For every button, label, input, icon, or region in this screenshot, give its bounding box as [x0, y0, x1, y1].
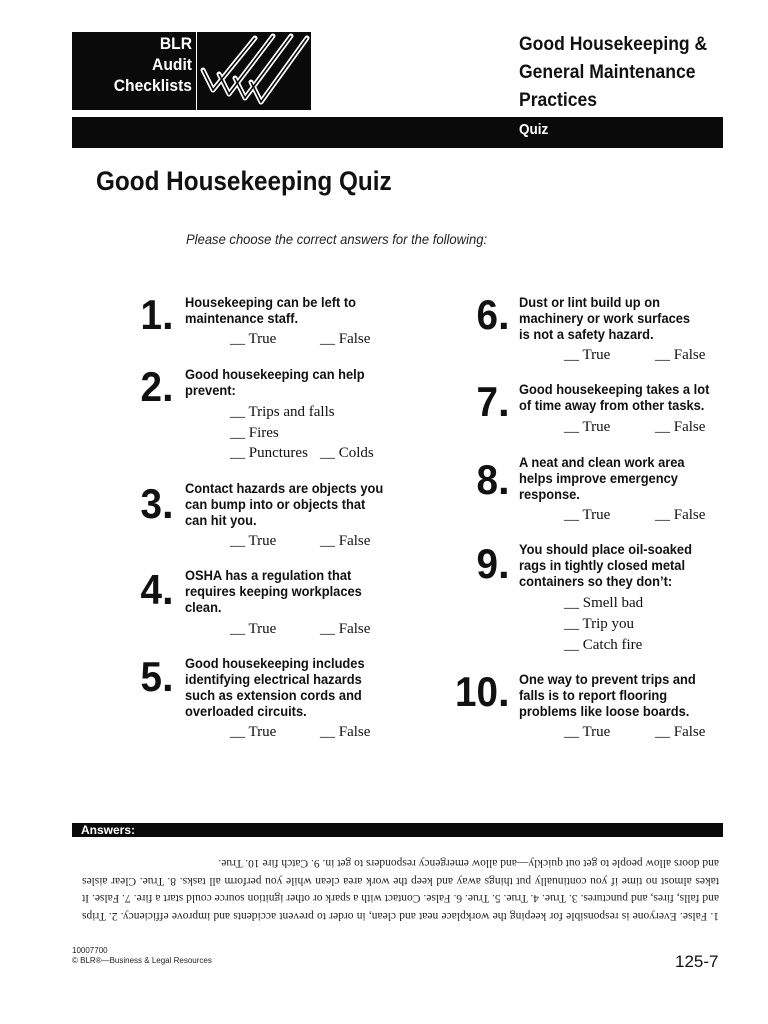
question-number-dot: .: [498, 540, 510, 587]
answer-option[interactable]: __ False: [320, 724, 371, 740]
question-text: You should place oil-soaked rags in tightly closed metal containers so they don’t:: [519, 541, 692, 589]
question-text: OSHA has a regulation that requires keeping workplaces clean.: [185, 567, 362, 615]
question-text: A neat and clean work area helps improve emergency response.: [519, 454, 685, 502]
answer-option[interactable]: __ Catch fire: [564, 637, 643, 653]
question-number-dot: .: [498, 668, 510, 715]
title-line: General Maintenance: [519, 61, 696, 83]
question-text: Good housekeeping can help prevent:: [185, 366, 365, 398]
question-number: 5: [140, 653, 162, 700]
title-line: Practices: [519, 89, 598, 111]
logo-line: BLR: [159, 34, 192, 53]
brand-logo-text: [93, 33, 192, 96]
page-number: 125-7: [675, 952, 719, 971]
question-number: 2: [140, 363, 162, 410]
question-number-dot: .: [162, 363, 174, 410]
title-line: Good Housekeeping &: [519, 33, 708, 55]
question-number-dot: .: [162, 653, 174, 700]
question-number: 3: [140, 480, 162, 527]
answer-option[interactable]: __ Fires: [230, 425, 279, 441]
answer-option[interactable]: __ True: [564, 507, 611, 523]
logo-line: Audit: [152, 55, 192, 74]
question-number: 6: [476, 291, 498, 338]
question-number: 8: [476, 456, 498, 503]
answer-option[interactable]: __ Punctures: [230, 445, 308, 461]
answers-bar: [72, 823, 723, 837]
answer-option[interactable]: __ True: [230, 331, 277, 347]
section-label: Quiz: [519, 121, 549, 138]
answer-option[interactable]: __ True: [564, 419, 611, 435]
answer-option[interactable]: __ False: [655, 347, 706, 363]
logo-line: Checklists: [113, 76, 192, 95]
page-title: Good Housekeeping Quiz: [96, 166, 392, 196]
question-number-dot: .: [162, 566, 174, 613]
copyright: © BLR®—Business & Legal Resources: [72, 956, 212, 965]
question-text: Good housekeeping includes identifying electrical hazards such as extension cords and overloaded circuits.: [185, 655, 365, 719]
question-text: One way to prevent trips and falls is to report flooring problems like loose boards.: [519, 671, 696, 719]
answer-option[interactable]: __ Colds: [320, 445, 374, 461]
answer-option[interactable]: __ False: [320, 533, 371, 549]
answer-option[interactable]: __ False: [655, 724, 706, 740]
answer-option[interactable]: __ True: [230, 533, 277, 549]
answer-option[interactable]: __ False: [320, 621, 371, 637]
answers-text: 1. False. Everyone is responsible for keeping the workplace neat and clean, in order to prevent accidents and improve efficiency. 2. Trips and falls, fires, and punctures. 3. True. 4. True. 5. True. 6. False. Contact with a spark or other ignition source could start a fire. 7. False. It takes almost no time if you continually put things away and keep the work area clean while you perform all tasks. 8. True. Clear aisles and doors allow people to get out quickly—and allow emergency responders to get in. 9. Catch fire 10. True.: [82, 857, 719, 922]
question-text: Dust or lint build up on machinery or work surfaces is not a safety hazard.: [519, 294, 691, 342]
question-number: 4: [140, 566, 162, 613]
question-number: 7: [476, 378, 498, 425]
answer-option[interactable]: __ True: [230, 621, 277, 637]
question-number: 1: [140, 291, 162, 338]
question-text: Good housekeeping takes a lot of time away from other tasks.: [519, 381, 710, 413]
question-number-dot: .: [162, 291, 174, 338]
answer-option[interactable]: __ False: [655, 419, 706, 435]
question-number-dot: .: [498, 378, 510, 425]
question-number: 10: [455, 668, 498, 715]
checkmarks-icon: [197, 32, 311, 110]
answers-label: Answers:: [81, 823, 136, 837]
answer-option[interactable]: __ False: [320, 331, 371, 347]
document-code: 10007700: [72, 946, 108, 955]
answer-option[interactable]: __ False: [655, 507, 706, 523]
question-number-dot: .: [498, 456, 510, 503]
answer-option[interactable]: __ True: [564, 347, 611, 363]
answer-option[interactable]: __ Trips and falls: [230, 404, 335, 420]
question-text: Contact hazards are objects you can bump into or objects that can hit you.: [185, 480, 384, 528]
question-text: Housekeeping can be left to maintenance staff.: [185, 294, 357, 326]
document-title: [519, 30, 713, 114]
section-bar: [72, 117, 723, 148]
question-number: 9: [476, 540, 498, 587]
answer-option[interactable]: __ True: [230, 724, 277, 740]
question-number-dot: .: [162, 480, 174, 527]
answer-option[interactable]: __ True: [564, 724, 611, 740]
answer-option[interactable]: __ Smell bad: [564, 595, 644, 611]
answer-option[interactable]: __ Trip you: [564, 616, 635, 632]
instructions: Please choose the correct answers for the following:: [186, 231, 488, 247]
question-number-dot: .: [498, 291, 510, 338]
